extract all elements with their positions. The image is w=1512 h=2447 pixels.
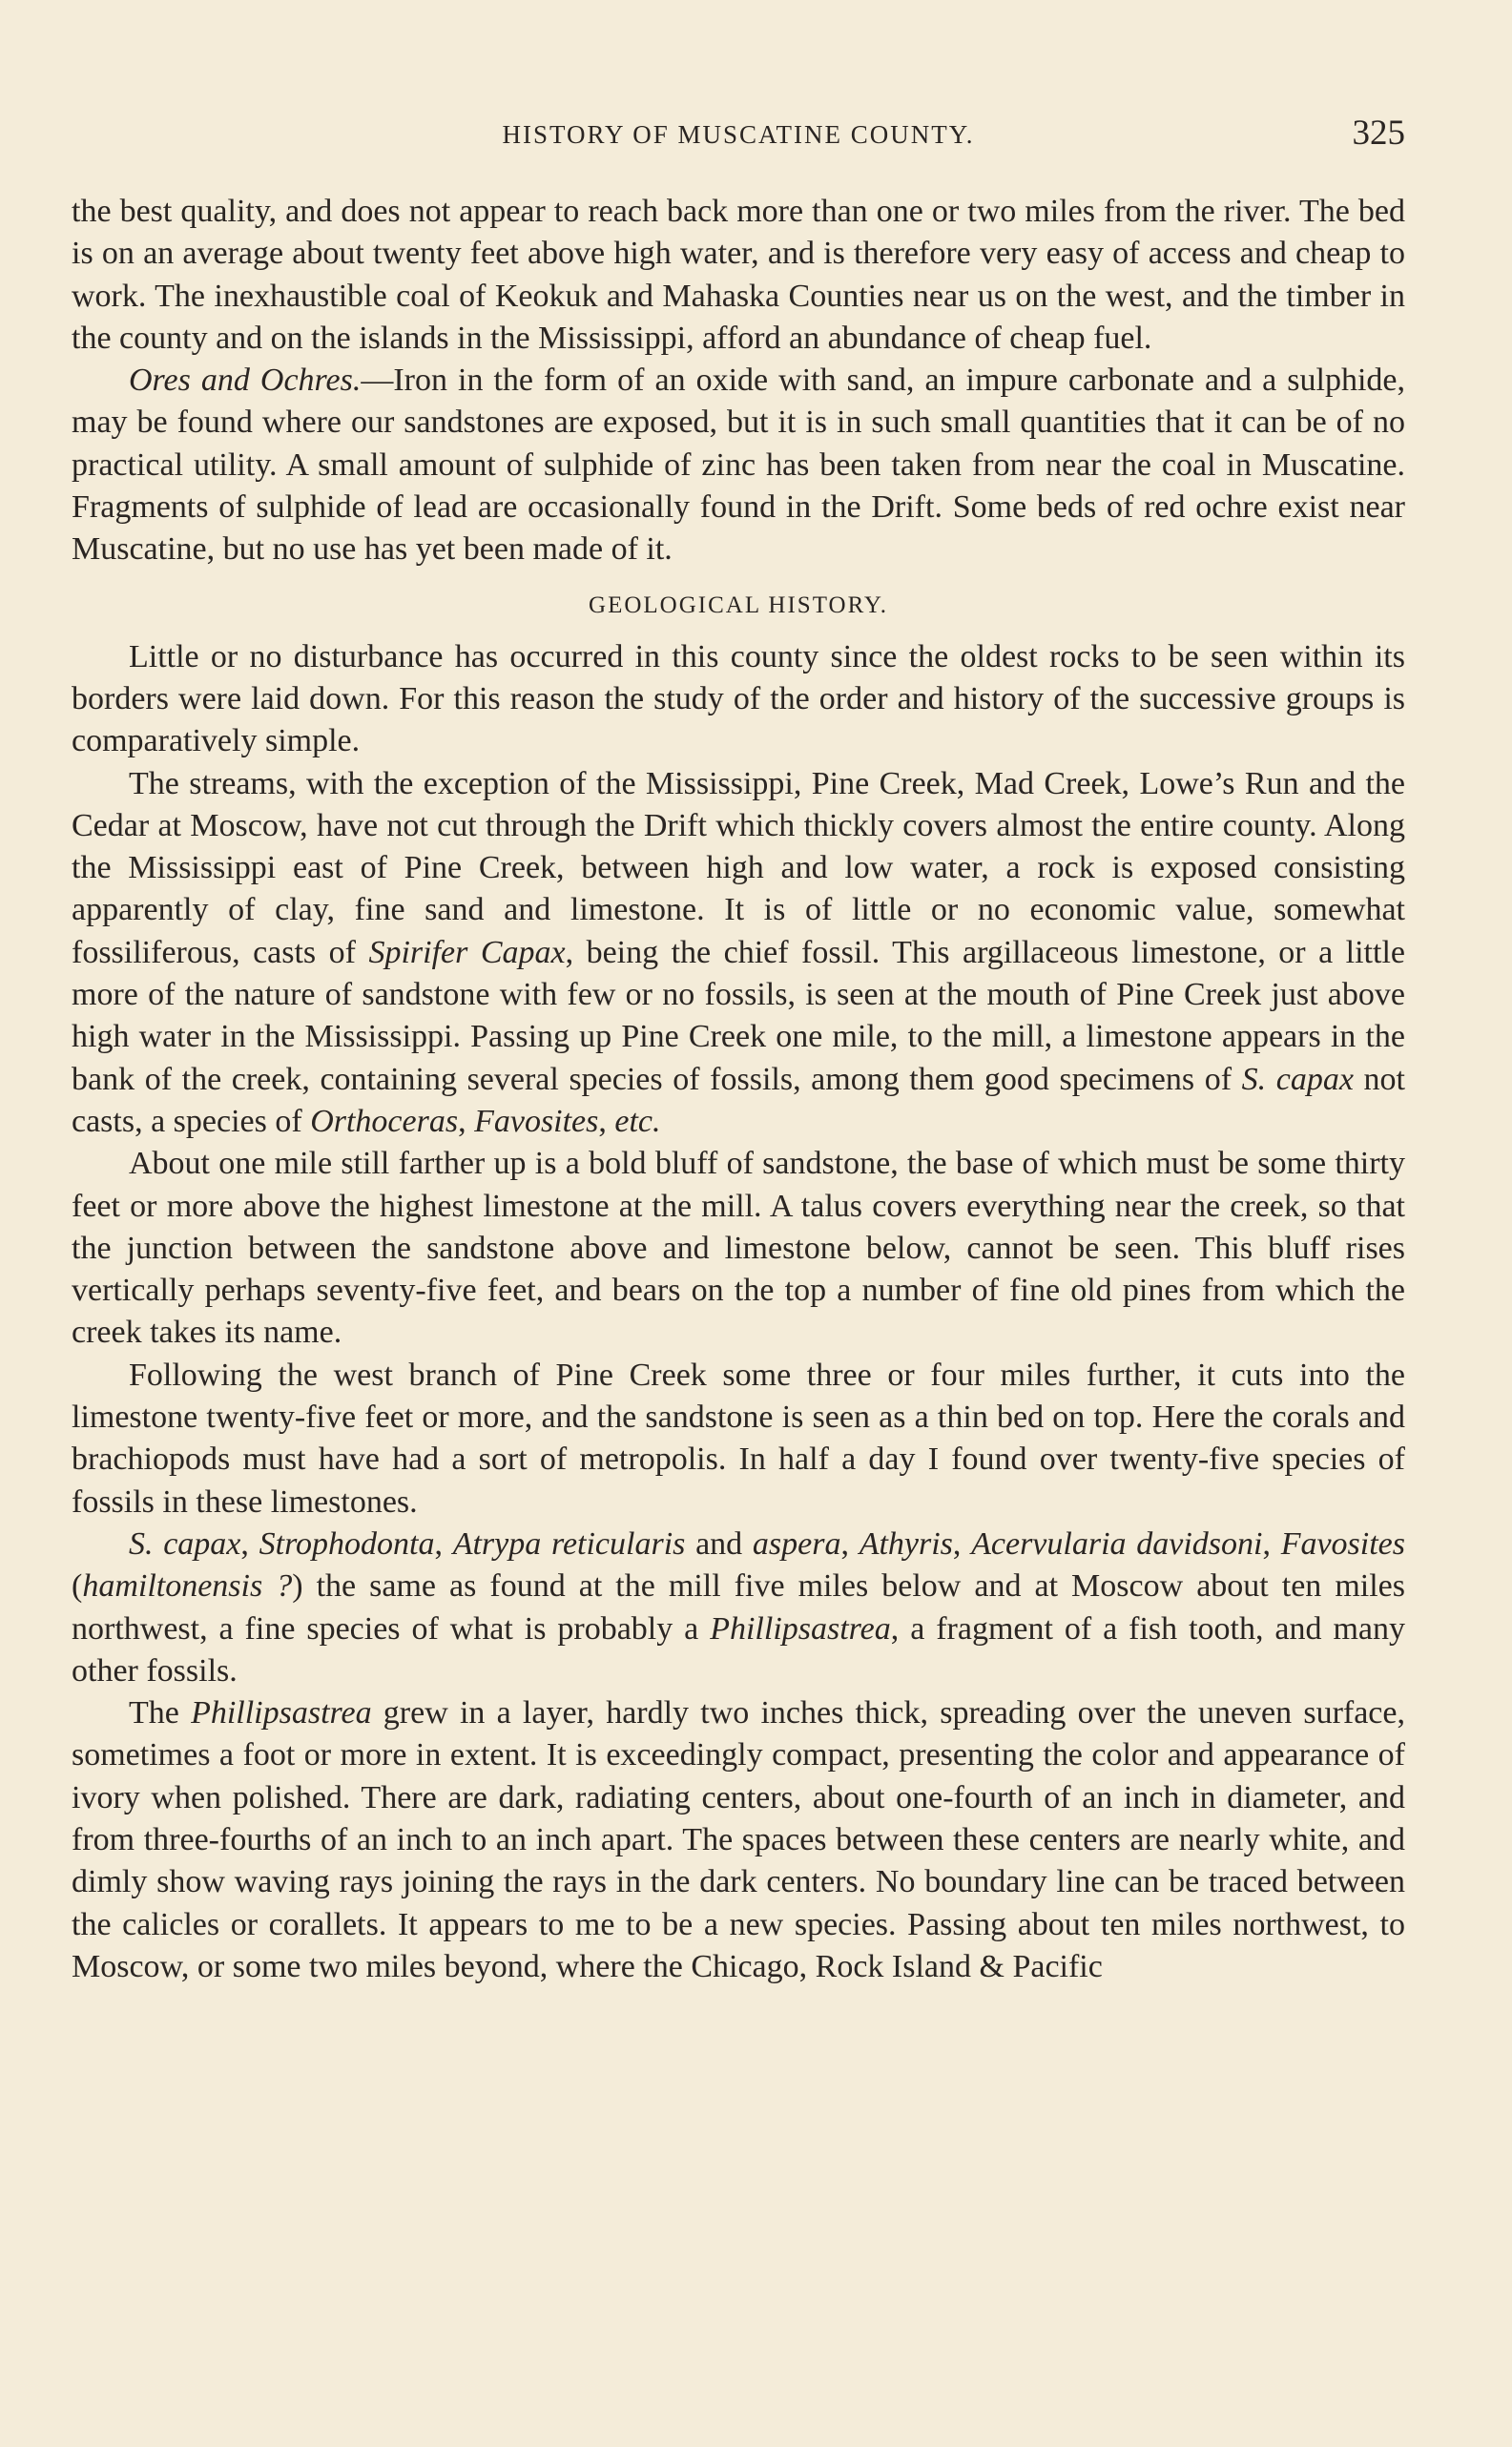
italic-run: Athyris <box>859 1525 953 1562</box>
text-run: The streams, with the exception of the Mississippi, Pine Creek, Mad Creek, Lowe’s Run and the Cedar at Moscow, have not cut through the Drift which thickly covers almost the entire county. Along the Mississippi east of Pine Creek, between high and low water, a rock is exposed consisting apparently of clay, fine sand and limestone. It is of little or no economic value, somewhat fossiliferous, casts of <box>72 765 1405 970</box>
text-run: , <box>598 1103 615 1139</box>
italic-run: Atrypa reticularis <box>452 1525 686 1562</box>
paragraph-ores-and-ochres <box>72 360 1405 570</box>
text-run: , <box>840 1525 860 1562</box>
paragraph-fossil-list <box>72 1524 1405 1692</box>
italic-run: Strophodonta <box>259 1525 435 1562</box>
section-heading: GEOLOGICAL HISTORY. <box>589 591 888 618</box>
text-run: and <box>685 1525 753 1562</box>
text-run: , <box>458 1103 475 1139</box>
italic-run: Favosites <box>474 1103 599 1139</box>
text-run: grew in a layer, hardly two inches thick, spreading over the uneven surface, sometimes a foot or more in extent. It is exceedingly compact, presenting the color and appearance of ivory when polished. There are dark, radiating centers, about one-fourth of an inch in diameter, and from three-fourths of an inch to an inch apart. The spaces between these centers are nearly white, and dimly show waving rays joining the rays in the dark centers. No boundary line can be traced between the calicles or corallets. It appears to me to be a new species. Passing about ten miles northwest, to Moscow, or some two miles beyond, where the Chicago, Rock Island & Pacific <box>72 1695 1405 1984</box>
italic-run: etc. <box>614 1103 661 1139</box>
italic-run: aspera <box>752 1525 841 1562</box>
italic-run: Favosites <box>1280 1525 1405 1562</box>
text-run: , being the chief fossil. This argillaceous limestone, or a little more of the nature of sandstone with few or no fossils, is seen at the mouth of Pine Creek just above high water in the Mississippi. Passing up Pine Creek one mile, to the mill, a limestone appears in the bank of the creek, containing several species of fossils, among them good specimens of <box>72 934 1405 1097</box>
text-run: not casts, a species of <box>72 1061 1406 1139</box>
running-title: HISTORY OF MUSCATINE COUNTY. <box>502 120 975 149</box>
italic-run: S. capax <box>129 1525 241 1562</box>
text-run: , <box>240 1525 259 1562</box>
paragraph-text: Following the west branch of Pine Creek some three or four miles further, it cuts into the limestone twenty-five feet or more, and the sandstone is seen as a thin bed on top. Here the corals and brachiopods must have had a sort of metropolis. In half a day I found over twenty-five species of fossils in these limestones. <box>72 1357 1405 1520</box>
paragraph-streams <box>72 763 1405 1144</box>
paragraph-phillipsastrea <box>72 1692 1405 1988</box>
paragraph-text: Little or no disturbance has occurred in this county since the oldest rocks to be seen within its borders were laid down. For this reason the study of the order and history of the successive groups is comparatively simple. <box>72 638 1405 759</box>
paragraph-west-branch <box>72 1355 1405 1524</box>
text-run: ( <box>72 1568 83 1605</box>
run-in-heading: Ores and Ochres. <box>129 363 362 399</box>
text-run: , <box>952 1525 972 1562</box>
italic-run: Phillipsastrea <box>191 1695 372 1732</box>
page-number: 325 <box>1352 114 1405 153</box>
text-run: , a fragment of a fish tooth, and many other fossils. <box>72 1610 1406 1689</box>
italic-run: Acervularia davidsoni <box>971 1525 1263 1562</box>
paragraph-text: About one mile still farther up is a bold bluff of sandstone, the base of which must be some thirty feet or more above the highest limestone at the mill. A talus covers everything near the creek, so that the junction between the sandstone above and limestone below, cannot be seen. This bluff rises vertically perhaps seventy-five feet, and bears on the top a number of fine old pines from which the creek takes its name. <box>72 1146 1405 1351</box>
page-header <box>72 113 1405 160</box>
text-run: The <box>129 1695 192 1732</box>
italic-run: hamiltonensis ? <box>82 1568 293 1605</box>
paragraph-coal-continued <box>72 191 1405 360</box>
text-run: , <box>434 1525 453 1562</box>
italic-run: Phillipsastrea <box>710 1610 891 1647</box>
text-run: , <box>1262 1525 1281 1562</box>
italic-run: Orthoceras <box>310 1103 459 1139</box>
italic-run: Spirifer Capax <box>368 934 566 970</box>
paragraph-disturbance <box>72 636 1405 763</box>
page-body <box>72 191 1405 1988</box>
paragraph-bluff <box>72 1143 1405 1354</box>
paragraph-text: —Iron in the form of an oxide with sand, an impure carbonate and a sulphide, may be found where our sandstones are exposed, but it is in such small quantities that it can be of no practical utility. A small amount of sulphide of zinc has been taken from near the coal in Muscatine. Fragments of sulphide of lead are occasionally found in the Drift. Some beds of red ochre exist near Muscatine, but no use has yet been made of it. <box>72 363 1405 568</box>
italic-run: S. capax <box>1241 1061 1354 1097</box>
text-run: ) the same as found at the mill five miles below and at Moscow about ten miles northwest, a fine species of what is probably a <box>72 1568 1405 1647</box>
paragraph-text: the best quality, and does not appear to reach back more than one or two miles from the river. The bed is on an average about twenty feet above high water, and is therefore very easy of access and cheap to work. The inexhaustible coal of Keokuk and Mahaska Counties near us on the west, and the timber in the county and on the islands in the Mississippi, afford an abundance of cheap fuel. <box>72 194 1405 356</box>
